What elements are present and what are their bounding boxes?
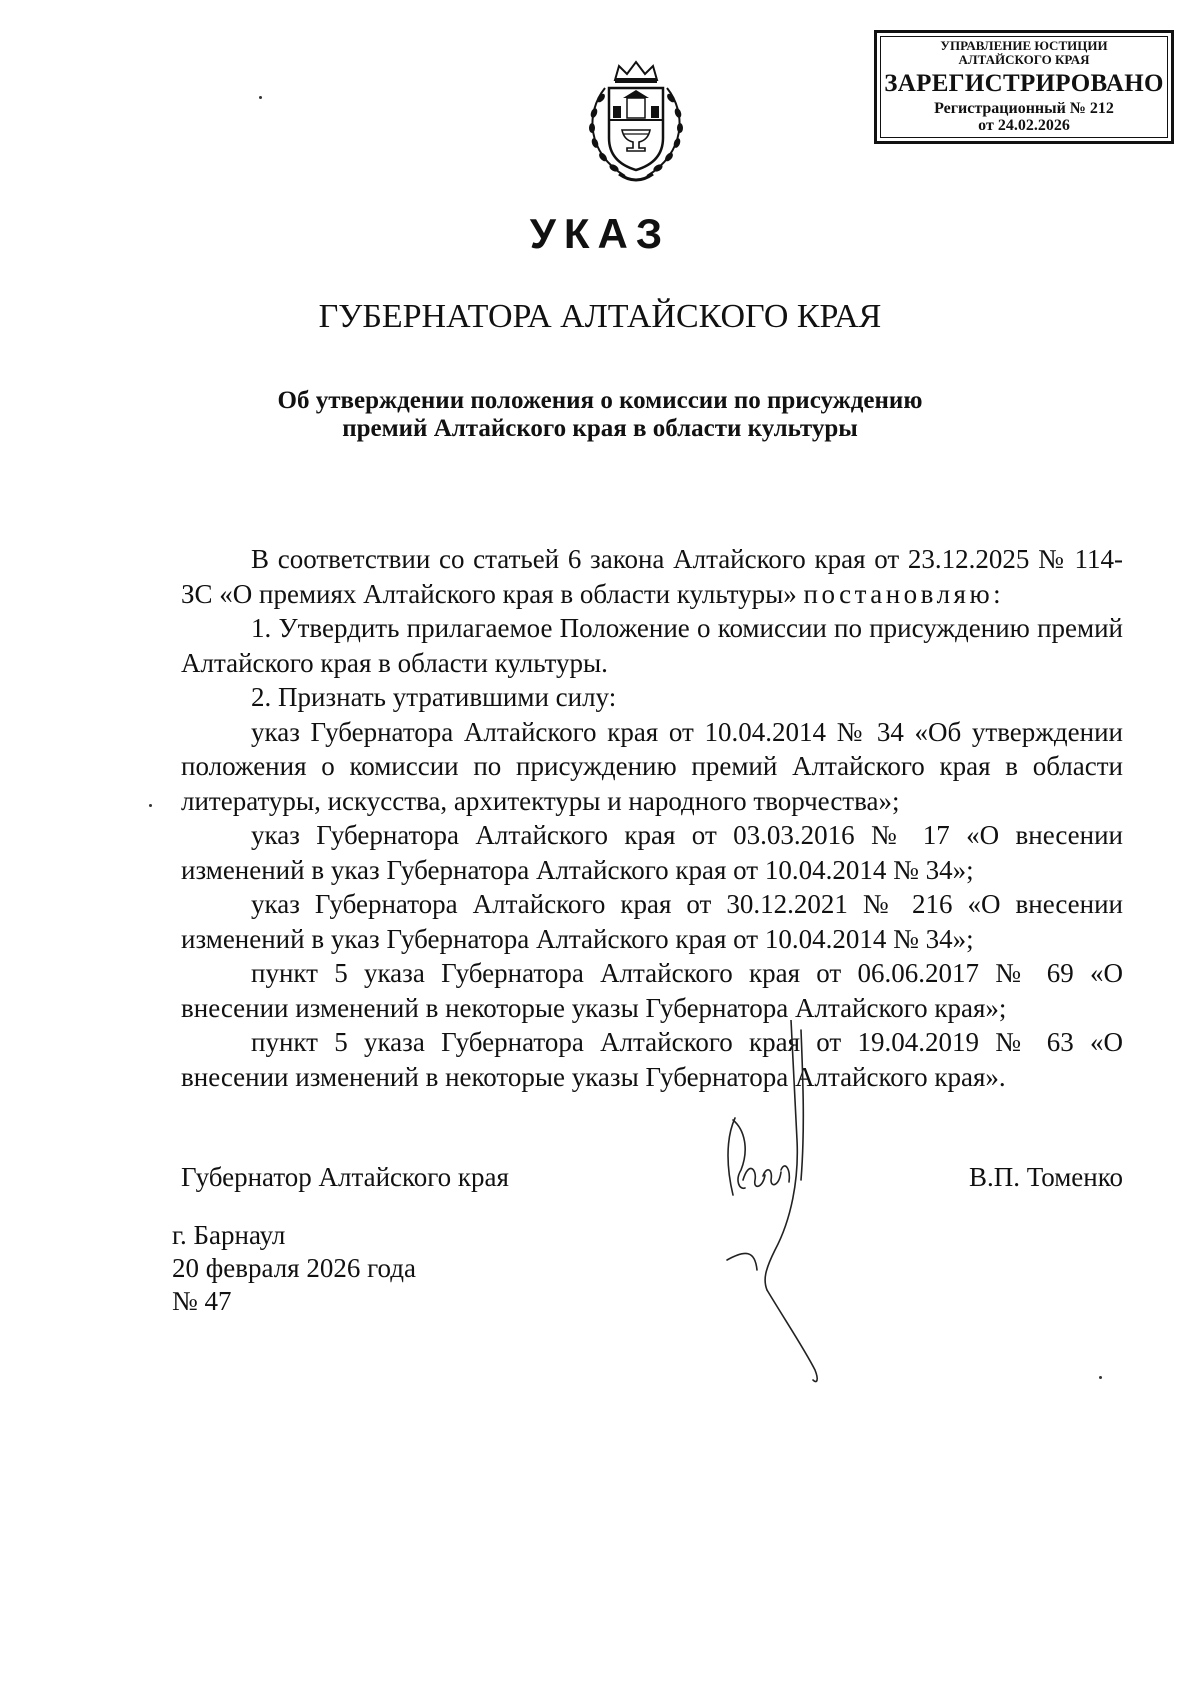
- issuing-authority: ГУБЕРНАТОРА АЛТАЙСКОГО КРАЯ: [318, 298, 882, 335]
- scan-speck: [149, 804, 152, 807]
- stamp-date: от 24.02.2026: [978, 117, 1070, 135]
- repeal-item-2: указ Губернатора Алтайского края от 03.03.2016 № 17 «О внесении изменений в указ Губернатора Алтайского края от 10.04.2014 № 34»;: [181, 820, 1123, 885]
- signatory-title: Губернатор Алтайского края: [181, 1162, 509, 1192]
- registration-stamp-inner: [880, 36, 1168, 138]
- stamp-org-line1: УПРАВЛЕНИЕ ЮСТИЦИИ: [940, 37, 1108, 53]
- registration-stamp: [874, 30, 1174, 144]
- document-subject: [0, 387, 1200, 443]
- repeal-item-4: пункт 5 указа Губернатора Алтайского края от 06.06.2017 № 69 «О внесении изменений в некоторые указы Губернатора Алтайского края»;: [181, 958, 1123, 1023]
- item-2-paragraph: 2. Признать утратившими силу:: [251, 682, 617, 712]
- document-type: УКАЗ: [529, 210, 671, 257]
- stamp-status: ЗАРЕГИСТРИРОВАНО: [884, 70, 1164, 98]
- repeal-item-5: пункт 5 указа Губернатора Алтайского края от 19.04.2019 № 63 «О внесении изменений в некоторые указы Губернатора Алтайского края».: [181, 1027, 1123, 1092]
- subject-line-1: Об утверждении положения о комиссии по присуждению: [277, 387, 923, 414]
- coat-of-arms-icon: [575, 58, 697, 188]
- scan-speck: [259, 96, 262, 99]
- signatory-name: В.П. Томенко: [969, 1162, 1123, 1192]
- handwritten-signature-icon: [705, 1020, 905, 1420]
- city: г. Барнаул: [172, 1220, 286, 1250]
- preamble-text: В соответствии со статьей 6 закона Алтайского края от 23.12.2025 № 114-ЗС «О премиях Алтайского края в области культуры»: [181, 544, 1123, 609]
- preamble-paragraph: [181, 542, 1123, 611]
- stamp-registration-number: Регистрационный № 212: [934, 100, 1114, 118]
- item-1-paragraph: 1. Утвердить прилагаемое Положение о комиссии по присуждению премий Алтайского края в области культуры.: [181, 613, 1123, 678]
- scan-speck: [1099, 1376, 1102, 1379]
- place-date-block: [172, 1219, 416, 1318]
- resolve-word: постановляю:: [803, 578, 1005, 609]
- repeal-item-1: указ Губернатора Алтайского края от 10.04.2014 № 34 «Об утверждении положения о комиссии по присуждению премий Алтайского края в области литературы, искусства, архитектуры и народного творчества»;: [181, 716, 1123, 816]
- document-number: № 47: [172, 1286, 232, 1316]
- repeal-item-3: указ Губернатора Алтайского края от 30.12.2021 № 216 «О внесении изменений в указ Губернатора Алтайского края от 10.04.2014 № 34»;: [181, 889, 1123, 954]
- document-date: 20 февраля 2026 года: [172, 1253, 416, 1283]
- stamp-org-line2: АЛТАЙСКОГО КРАЯ: [958, 51, 1090, 67]
- subject-line-2: премий Алтайского края в области культуры: [342, 415, 858, 442]
- document-body: [181, 542, 1123, 1094]
